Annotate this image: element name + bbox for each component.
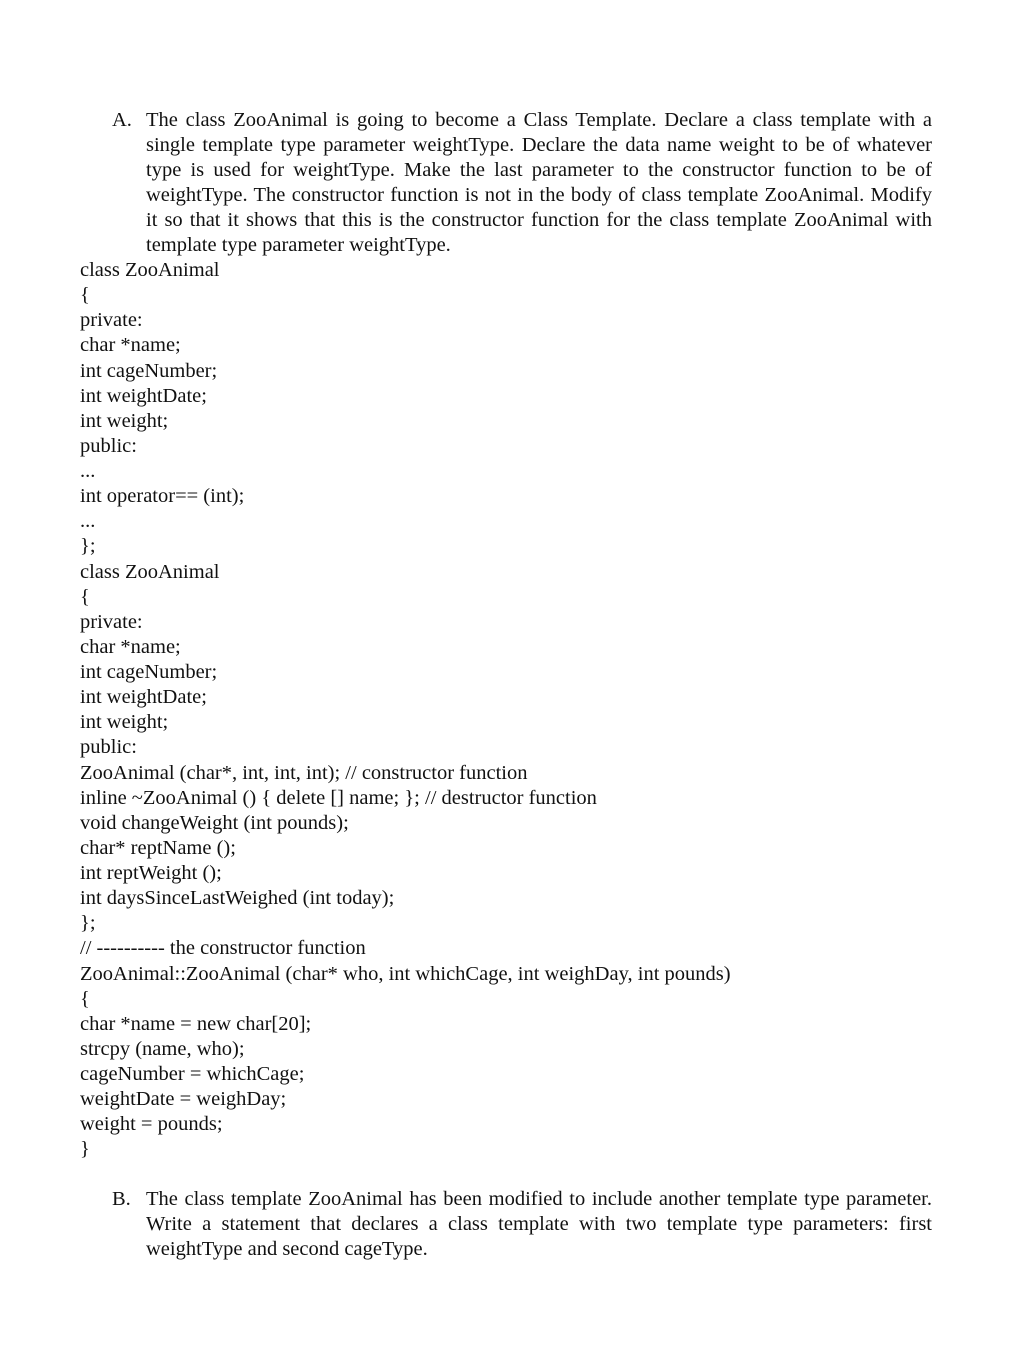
code-line: int weight;: [80, 409, 169, 432]
code-line: strcpy (name, who);: [80, 1037, 245, 1060]
code-line: char *name;: [80, 635, 181, 658]
code-line: // ---------- the constructor function: [80, 937, 366, 960]
code-line: char* reptName ();: [80, 836, 236, 859]
code-line: public:: [80, 736, 137, 759]
code-line: int reptWeight ();: [80, 862, 222, 884]
code-line: class ZooAnimal: [80, 259, 220, 281]
code-line: {: [80, 585, 90, 608]
code-line: {: [80, 284, 90, 307]
code-line: ...: [80, 460, 96, 482]
code-line: ...: [80, 510, 96, 533]
code-line: inline ~ZooAnimal () { delete [] name; }; // destructor function: [80, 786, 597, 809]
code-line: };: [80, 535, 96, 558]
code-line: void changeWeight (int pounds);: [80, 811, 349, 834]
question-b-text: The class template ZooAnimal has been modified to include another template type parameter. Write a statement that declares a class template with two template type parameters: first weightType and second cageType.: [146, 1188, 932, 1261]
question-a: [112, 108, 932, 259]
question-a-letter: A.: [112, 109, 132, 131]
code-line: ZooAnimal (char*, int, int, int); // constructor function: [80, 761, 528, 784]
code-line: {: [80, 987, 90, 1010]
question-b-letter: B.: [112, 1188, 131, 1210]
code-line: int cageNumber;: [80, 661, 218, 683]
code-listing: [80, 258, 940, 1163]
code-line: public:: [80, 434, 137, 457]
code-line: weight = pounds;: [80, 1113, 223, 1136]
code-line: };: [80, 912, 96, 935]
code-line: int weightDate;: [80, 384, 207, 407]
code-line: int weight;: [80, 711, 169, 734]
code-line: private:: [80, 309, 143, 332]
code-line: int operator== (int);: [80, 485, 245, 508]
code-line: weightDate = weighDay;: [80, 1088, 287, 1111]
code-line: char *name;: [80, 334, 181, 357]
question-a-text: The class ZooAnimal is going to become a Class Template. Declare a class template with a single template type parameter weightType. Declare the data name weight to be of whatever type is used for weightType. Make the last parameter to the constructor function to be of weightType. The constructor function is not in the body of class template ZooAnimal. Modify it so that it shows that this is the constructor function for the class template ZooAnimal with template type parameter weightType.: [146, 109, 932, 257]
code-line: private:: [80, 610, 143, 633]
code-line: int daysSinceLastWeighed (int today);: [80, 887, 395, 910]
code-line: int weightDate;: [80, 686, 207, 709]
code-line: int cageNumber;: [80, 359, 218, 382]
code-line: class ZooAnimal: [80, 560, 220, 583]
code-line: char *name = new char[20];: [80, 1012, 312, 1035]
code-line: cageNumber = whichCage;: [80, 1063, 305, 1085]
question-b: [112, 1187, 932, 1262]
code-line: ZooAnimal::ZooAnimal (char* who, int whichCage, int weighDay, int pounds): [80, 962, 731, 985]
code-line: }: [80, 1138, 90, 1161]
